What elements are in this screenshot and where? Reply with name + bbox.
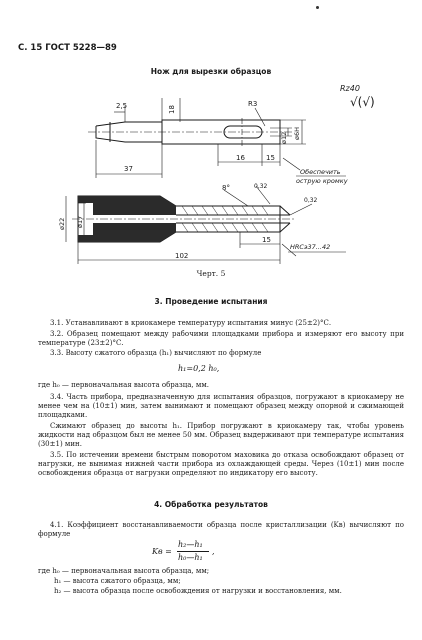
chamfer-1: 0,32 <box>254 183 268 190</box>
dim-d22: ø22 <box>58 217 66 230</box>
para-3-5: 3.5. По истечении времени быстрым поворотом маховика до отказа освобождают образец от нагрузки, не вынимая нижней части прибора из охлаждающей среды. Через (10±1) мин после освобождения образца от нагрузки определяют по индикатору его высоту. <box>38 451 404 478</box>
page-header: С. 15 ГОСТ 5228—89 <box>18 43 117 53</box>
figure-caption: Черт. 5 <box>196 269 226 278</box>
para-3-3: 3.3. Высоту сжатого образца (h₁) вычисляют по формуле <box>50 349 262 357</box>
dim-37: 37 <box>124 165 133 173</box>
dim-angle: 8° <box>222 184 230 192</box>
definition-b: h₁ — высота сжатого образца, мм; <box>54 577 181 585</box>
section-4-title: 4. Обработка результатов <box>154 500 268 509</box>
dim-d6h: ø6Н <box>293 127 301 140</box>
dim-d12: ø12 <box>280 131 288 144</box>
definition-a: где h₀ — первоначальная высота образца, мм; <box>38 567 210 575</box>
dim-15-bottom: 15 <box>262 236 271 244</box>
para-4-1: 4.1. Коэффициент восстанавливаемости образца после кристаллизации (Kв) вычисляют по формуле <box>38 521 404 539</box>
roughness-symbol: √(√) <box>350 95 375 109</box>
dim-102: 102 <box>175 252 189 260</box>
para-3-4: 3.4. Часть прибора, предназначенную для испытания образцов, погружают в криокамеру не менее чем на (10±1) мин, затем вынимают и помещают образец между опорной и сжимающей площадками. <box>38 393 404 420</box>
formula-h1: h₁=0,2 h₀, <box>178 364 220 373</box>
definition-h0: где h₀ — первоначальная высота образца, мм. <box>38 381 209 389</box>
formula-kv-numerator: h₂—h₁ <box>178 540 203 549</box>
figure-title: Нож для вырезки образцов <box>150 67 272 76</box>
formula-kv-tail: , <box>212 547 215 556</box>
dim-15-top: 15 <box>266 154 275 162</box>
dim-r3: R3 <box>248 100 258 108</box>
dim-d17: ø17 <box>76 215 84 228</box>
para-3-1: 3.1. Устанавливают в криокамере температуру испытания минус (25±2)°С. <box>50 319 332 327</box>
knife-top-view <box>88 118 292 148</box>
roughness-label: Rz40 <box>340 84 360 93</box>
scan-dot <box>316 6 319 9</box>
formula-kv-bar <box>177 551 209 552</box>
para-3-2: 3.2. Образец помещают между рабочими площадками прибора и измеряют его высоту при температуре (23±2)°С. <box>38 330 404 348</box>
para-3-4-cont: Сжимают образец до высоты h₁. Прибор погружают в криокамеру так, чтобы уровень жидкости над образцом был не менее 50 мм. Образец выдерживают при температуре испытания (30±1) мин. <box>38 422 404 449</box>
chamfer-2: 0,32 <box>304 197 318 204</box>
formula-kv-lhs: Kв = <box>152 547 172 556</box>
note-line1: Обеспечить <box>300 168 341 176</box>
section-3-title: 3. Проведение испытания <box>154 297 268 306</box>
hardness-label: HRCэ37...42 <box>290 243 331 251</box>
note-line2: острую кромку <box>296 177 348 185</box>
knife-drawing <box>0 78 422 268</box>
formula-kv-denominator: h₀—h₁ <box>178 553 203 562</box>
formula-kv <box>152 540 272 564</box>
dim-18: 18 <box>168 105 176 114</box>
dim-2-5: 2,5 <box>116 102 128 110</box>
dim-16: 16 <box>236 154 245 162</box>
definition-c: h₂ — высота образца после освобождения от нагрузки и восстановления, мм. <box>54 587 342 595</box>
